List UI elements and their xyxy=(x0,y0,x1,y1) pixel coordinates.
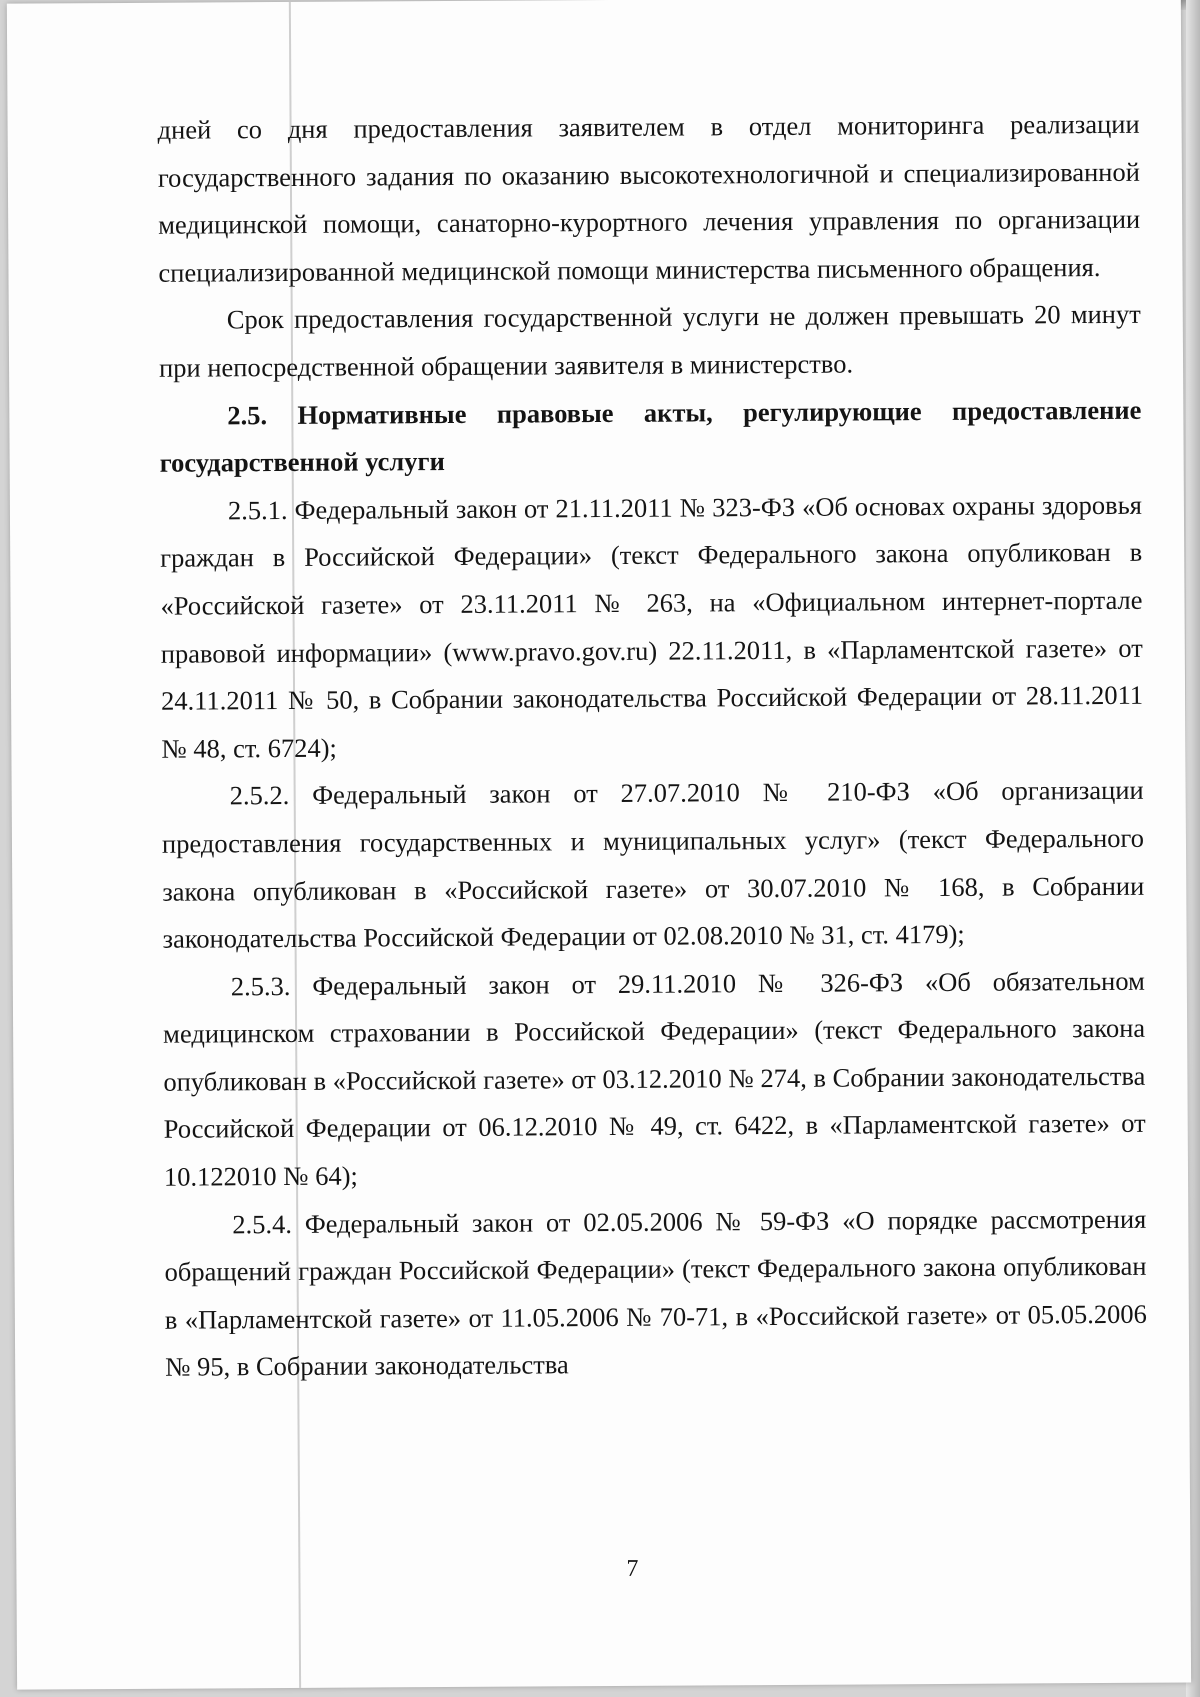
document-body xyxy=(157,101,1147,1392)
paragraph-continuation: дней со дня предоставления заявителем в отдел мониторинга реализации государственного задания по оказанию высокотехнологичной и специализированной медицинской помощи, санаторно-курортного лечения управления по организации специализированной медицинской помощи министерства письменного обращения. xyxy=(157,108,1141,288)
list-item-2-5-1: 2.5.1. Федеральный закон от 21.11.2011 № 323-ФЗ «Об основах охраны здоровья граждан в Российской Федерации» (текст Федерального закона опубликован в «Российской газете» от 23.11.2011 № 263, на «Официальном интернет-портале правовой информации» (www.pravo.gov.ru) 22.11.2011, в «Парламентской газете» от 24.11.2011 № 50, в Собрании законодательства Российской Федерации от 28.11.2011 № 48, ст. 6724); xyxy=(160,489,1144,764)
list-item-2-5-2: 2.5.2. Федеральный закон от 27.07.2010 № 210-ФЗ «Об организации предоставления государственных и муниципальных услуг» (текст Федерального закона опубликован в «Российской газете» от 30.07.2010 № 168, в Собрании законодательства Российской Федерации от 02.08.2010 № 31, ст. 4179); xyxy=(161,775,1145,954)
list-item-2-5-3: 2.5.3. Федеральный закон от 29.11.2010 № 326-ФЗ «Об обязательном медицинском страховании в Российской Федерации» (текст Федерального закона опубликован в «Российской газете» от 03.12.2010 № 274, в Собрании законодательства Российской Федерации от 06.12.2010 № 49, ст. 6422, в «Парламентской газете» от 10.122010 № 64); xyxy=(163,965,1146,1192)
paragraph-service-term: Срок предоставления государственной услуги не должен превышать 20 минут при непосредственной обращении заявителя в министерство. xyxy=(158,299,1141,383)
section-heading-2-5: 2.5. Нормативные правовые акты, регулирующие предоставление государственной услуги xyxy=(159,394,1142,478)
list-item-2-5-4: 2.5.4. Федеральный закон от 02.05.2006 № 59-ФЗ «О порядке рассмотрения обращений граждан Российской Федерации» (текст Федерального закона опубликован в «Парламентской газете» от 11.05.2006 № 70-71, в «Российской газете» от 05.05.2006 № 95, в Собрании законодательства xyxy=(164,1203,1147,1383)
page-number: 7 xyxy=(626,1555,639,1582)
document-page xyxy=(7,0,1191,1690)
